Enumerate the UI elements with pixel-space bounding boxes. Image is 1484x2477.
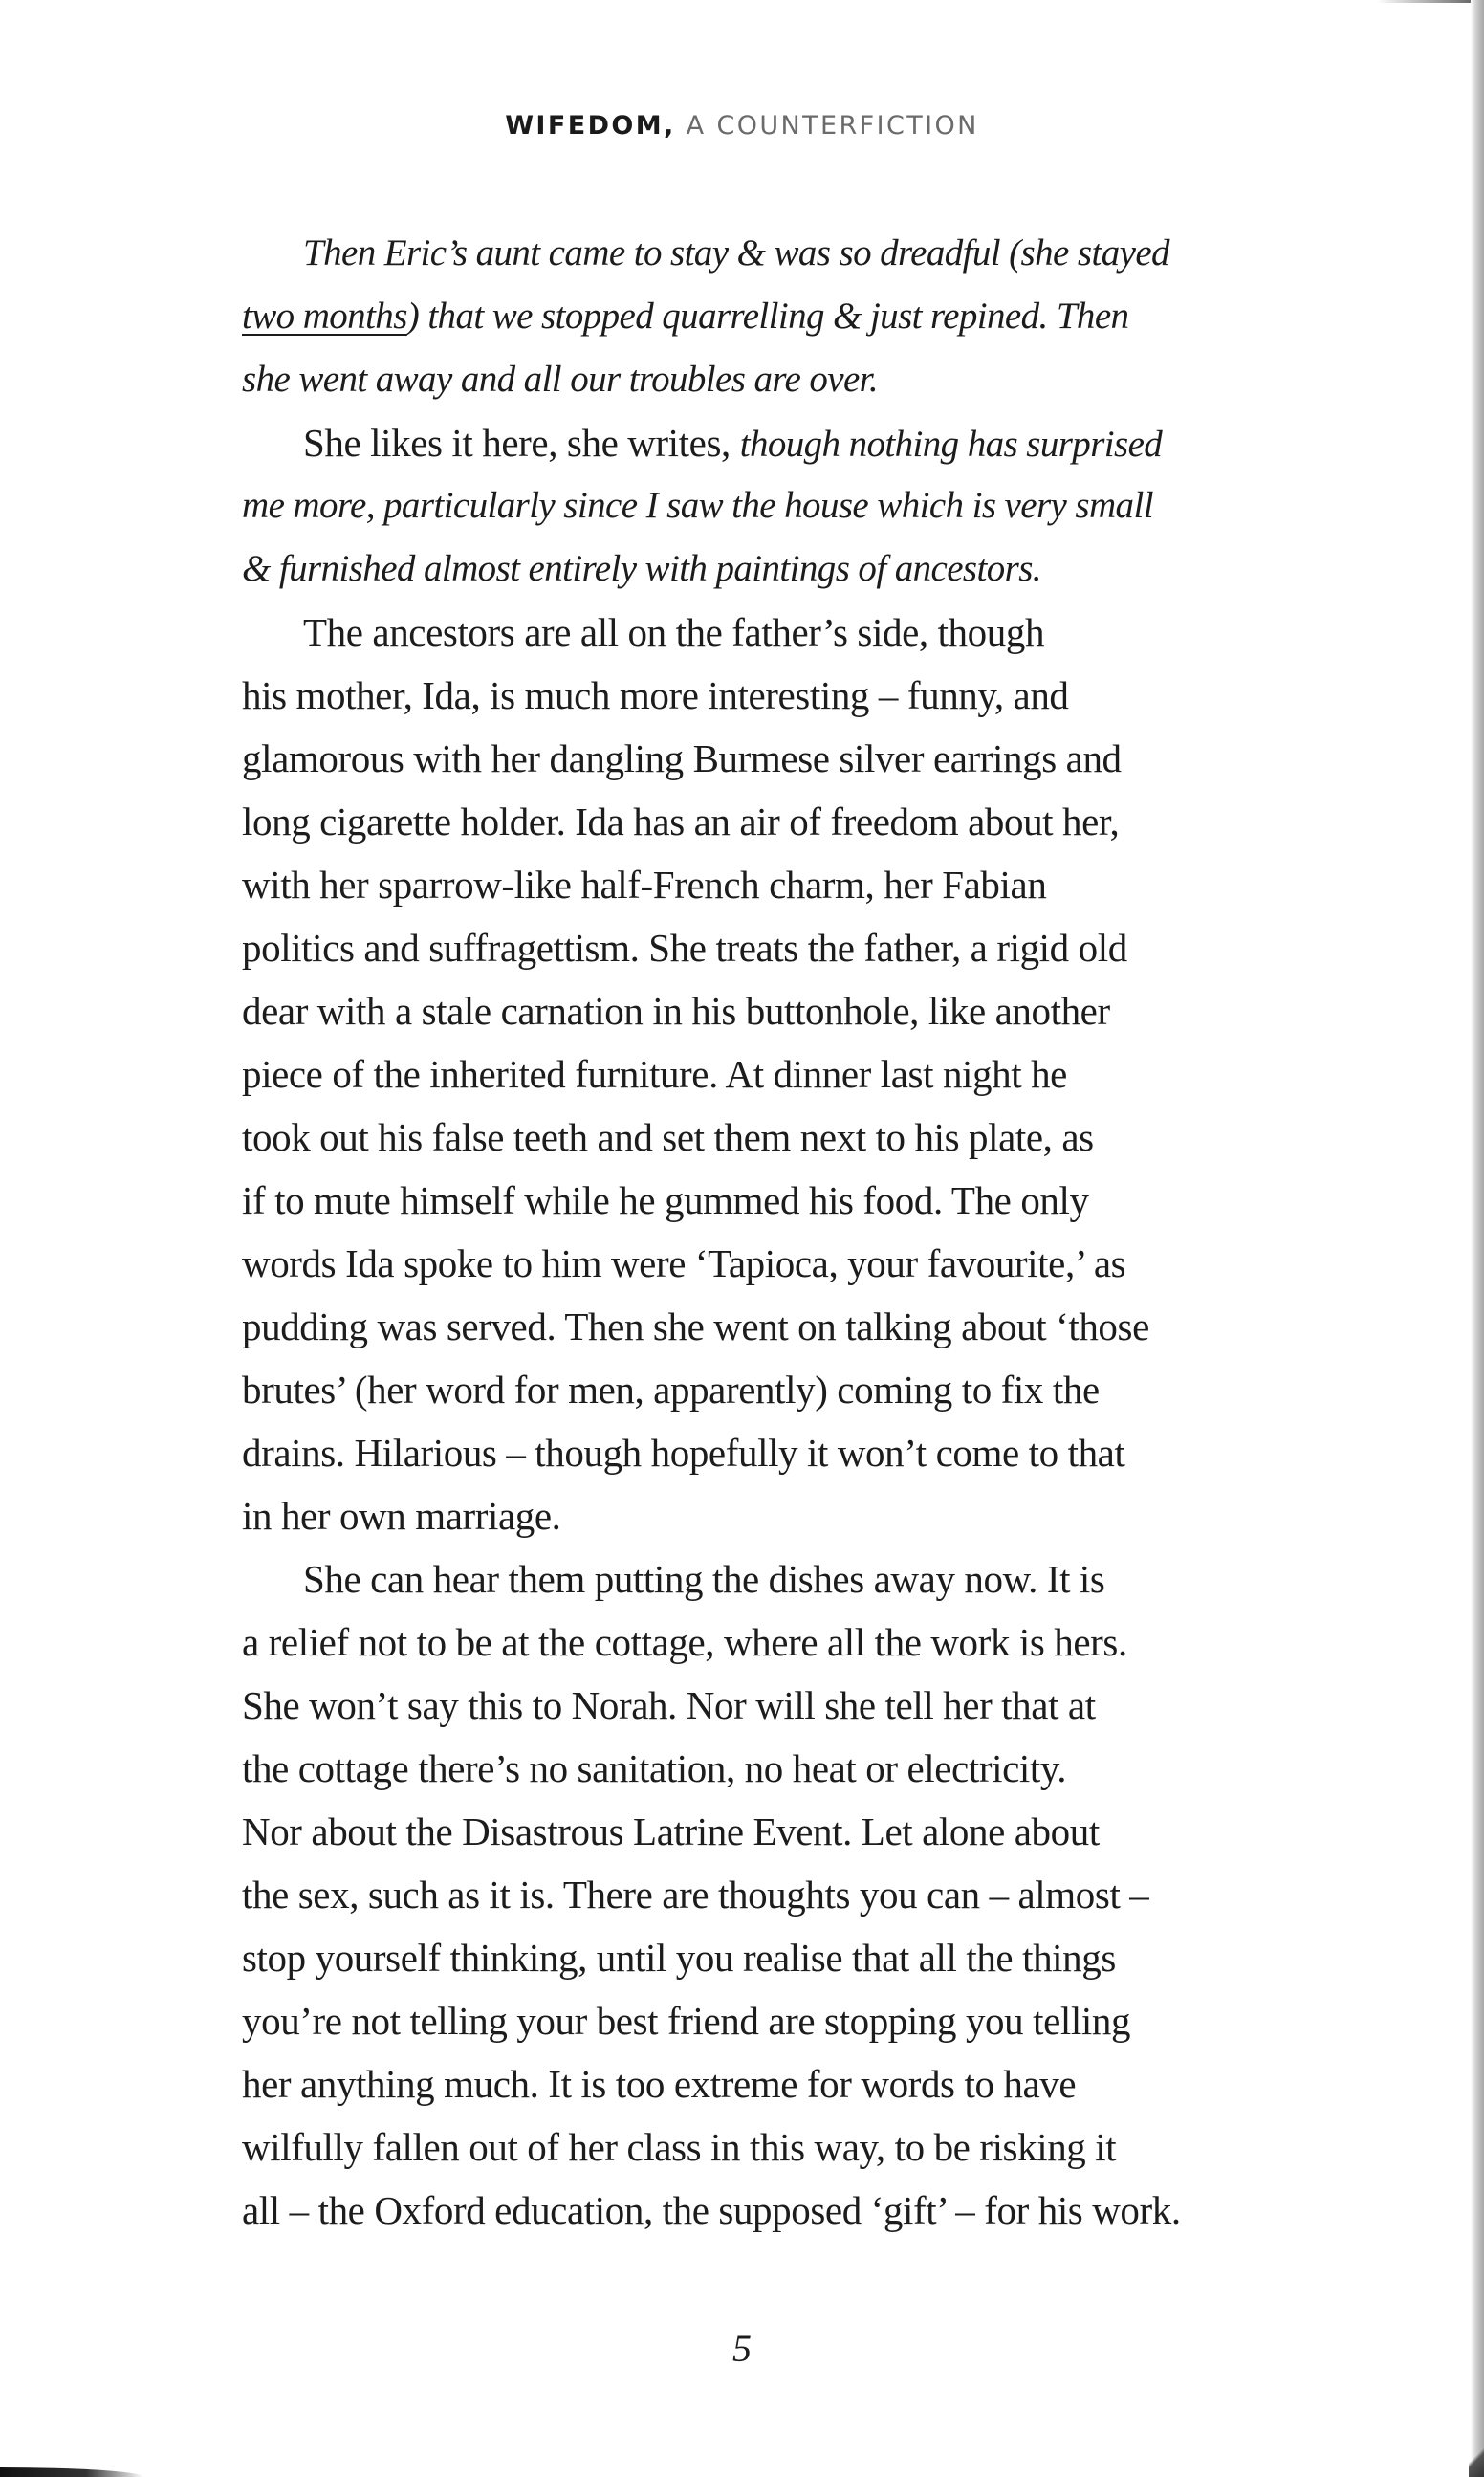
text-line: her anything much. It is too extreme for words to have xyxy=(242,2062,1077,2106)
page-edge-shadow-bottom xyxy=(0,2467,143,2477)
text-line: The ancestors are all on the father’s side, though xyxy=(303,610,1045,654)
text-line: long cigarette holder. Ida has an air of freedom about her, xyxy=(242,800,1120,844)
text-line: the cottage there’s no sanitation, no heat or electricity. xyxy=(242,1746,1067,1790)
text-line: his mother, Ida, is much more interesting – funny, and xyxy=(242,673,1069,717)
text-line: words Ida spoke to him were ‘Tapioca, your favourite,’ as xyxy=(242,1241,1126,1285)
text-line: She won’t say this to Norah. Nor will she tell her that at xyxy=(242,1683,1096,1727)
text-line: politics and suffragettism. She treats the father, a rigid old xyxy=(242,926,1127,970)
page-edge-shadow-right xyxy=(1471,0,1484,2477)
page-edge-shadow-top xyxy=(1377,0,1484,3)
text-line: glamorous with her dangling Burmese silver earrings and xyxy=(242,736,1122,780)
text-line: took out his false teeth and set them next to his plate, as xyxy=(242,1115,1094,1159)
paragraph xyxy=(242,411,1236,601)
text-line: she went away and all our troubles are over. xyxy=(242,359,879,400)
text-line: Then Eric’s aunt came to stay & was so dreadful (she stayed xyxy=(303,232,1169,274)
page-corner-shadow xyxy=(1469,2439,1484,2477)
text-line: She can hear them putting the dishes away now. It is xyxy=(303,1557,1105,1601)
text-line: piece of the inherited furniture. At dinner last night he xyxy=(242,1052,1067,1096)
page-number: 5 xyxy=(732,2327,752,2370)
text-line: in her own marriage. xyxy=(242,1494,561,1538)
text-fragment: She likes it here, she writes, xyxy=(303,421,740,465)
body-text xyxy=(242,222,1236,2242)
letter-quote xyxy=(242,222,1236,411)
text-line: all – the Oxford education, the supposed ‘gift’ – for his work. xyxy=(242,2188,1181,2232)
text-line: pudding was served. Then she went on talking about ‘those xyxy=(242,1304,1149,1348)
running-head-title: WIFEDOM, xyxy=(505,111,676,141)
text-line: wilfully fallen out of her class in this way, to be risking it xyxy=(242,2125,1117,2169)
text-line: you’re not telling your best friend are stopping you telling xyxy=(242,1999,1131,2043)
italic-fragment: though nothing has surprised xyxy=(739,424,1163,465)
text-line xyxy=(242,285,1236,348)
text-line: me more, particularly since I saw the house which is very small xyxy=(242,485,1153,526)
running-head-subtitle: A COUNTERFICTION xyxy=(686,111,979,141)
text-line: if to mute himself while he gummed his food. The only xyxy=(242,1178,1089,1222)
text-line: stop yourself thinking, until you realise that all the things xyxy=(242,1936,1116,1980)
paragraph xyxy=(242,601,1236,1547)
text-line: brutes’ (her word for men, apparently) coming to fix the xyxy=(242,1368,1100,1412)
text-line: with her sparrow-like half-French charm, her Fabian xyxy=(242,863,1047,907)
text-line: the sex, such as it is. There are thoughts you can – almost – xyxy=(242,1873,1149,1917)
paragraph xyxy=(242,1547,1236,2242)
text-line xyxy=(242,411,1236,474)
text-fragment: ) that we stopped quarrelling & just repined. Then xyxy=(406,296,1129,337)
text-line: Nor about the Disastrous Latrine Event. Let alone about xyxy=(242,1809,1100,1853)
text-line: drains. Hilarious – though hopefully it won’t come to that xyxy=(242,1431,1125,1475)
text-line: a relief not to be at the cottage, where all the work is hers. xyxy=(242,1620,1127,1664)
text-line: dear with a stale carnation in his buttonhole, like another xyxy=(242,989,1110,1033)
running-head xyxy=(0,111,1484,141)
underlined-phrase: two months xyxy=(242,296,407,337)
text-line: & furnished almost entirely with paintings of ancestors. xyxy=(242,548,1041,589)
